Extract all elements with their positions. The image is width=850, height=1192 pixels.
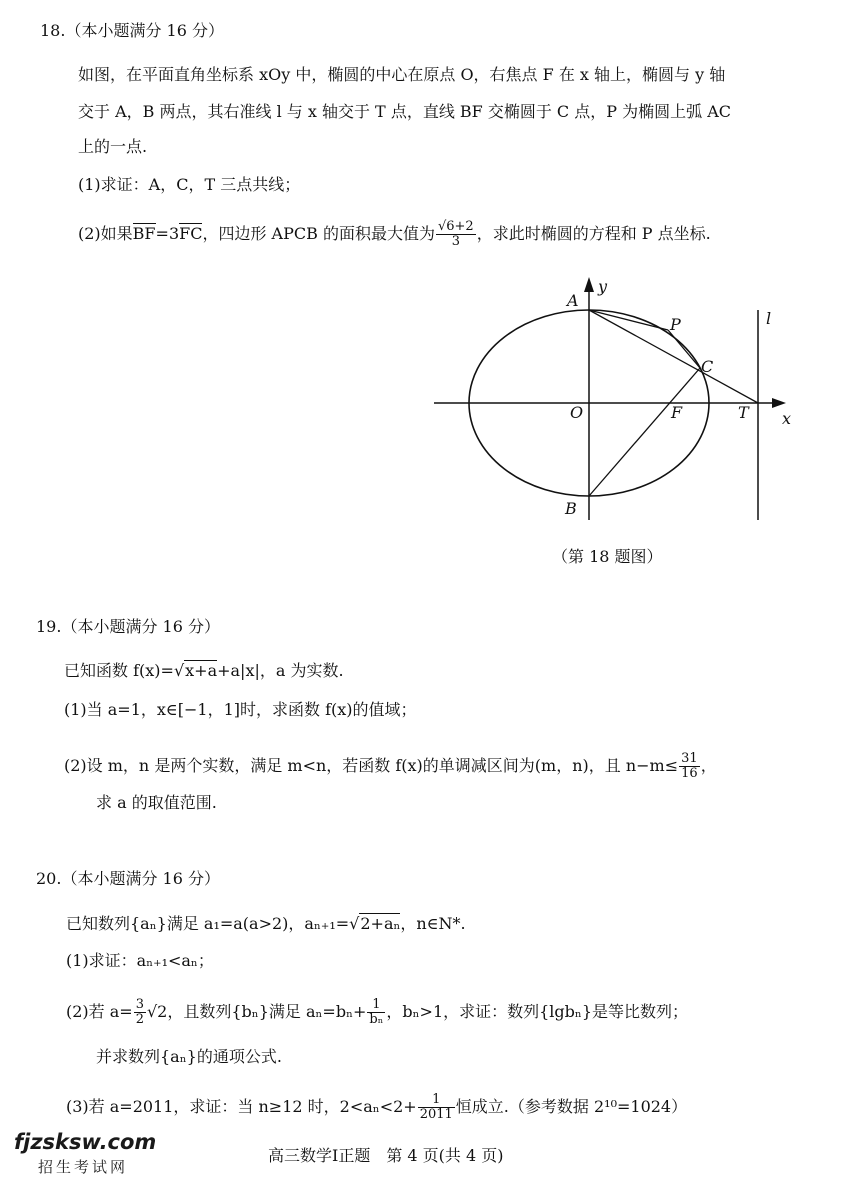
q18-line2: 交于 A，B 两点，其右准线 l 与 x 轴交于 T 点，直线 BF 交椭圆于 C 点，P 为椭圆上弧 AC — [78, 102, 731, 121]
q20-frac3-num: 1 — [418, 1093, 455, 1108]
q18-vec-fc: FC — [179, 224, 203, 243]
q18-part2-c: ，求此时椭圆的方程和 P 点坐标. — [476, 224, 711, 243]
q19-frac-num: 31 — [681, 751, 698, 766]
site-watermark[interactable] — [14, 1130, 156, 1177]
label-p: P — [670, 315, 681, 334]
q20-part3-b: 恒成立.（参考数据 2¹⁰=1024） — [455, 1097, 688, 1116]
q19-part1: (1)当 a=1，x∈[−1，1]时，求函数 f(x)的值域； — [64, 700, 417, 719]
q19-part2 — [64, 752, 717, 781]
q20-part3-a: (3)若 a=2011，求证：当 n≥12 时，2<aₙ<2+ — [66, 1097, 417, 1116]
q20-frac2-den: bₙ — [369, 1012, 384, 1027]
q19-sqrt-content: x+a — [185, 661, 218, 680]
q19-part2-a: (2)设 m，n 是两个实数，满足 m<n，若函数 f(x)的单调减区间为(m，n)，且 n−m≤ — [64, 756, 679, 775]
q19-fraction — [679, 752, 700, 781]
q19-frac-den: 16 — [681, 766, 698, 781]
segment-bc — [589, 368, 700, 496]
q20-part2 — [66, 998, 688, 1027]
q18-header: 18.（本小题满分 16 分） — [40, 21, 224, 40]
q18-part2-b: ，四边形 APCB 的面积最大值为 — [202, 224, 435, 243]
label-l: l — [766, 309, 772, 328]
label-t: T — [738, 403, 749, 422]
q20-frac3-den: 2011 — [419, 1107, 453, 1122]
q20-part3 — [66, 1093, 687, 1122]
label-x: x — [782, 409, 792, 428]
q19-line1-b: +a|x|，a 为实数. — [217, 661, 344, 680]
label-b: B — [565, 499, 577, 518]
page-footer: 高三数学Ⅰ正题 第 4 页(共 4 页) — [268, 1146, 504, 1165]
q20-header: 20.（本小题满分 16 分） — [36, 869, 220, 888]
q19-part2-b: ， — [700, 756, 717, 775]
q20-fraction-2 — [367, 998, 385, 1027]
q19-line1-a: 已知函数 f(x)= — [64, 661, 174, 680]
q20-frac1-den: 2 — [135, 1012, 144, 1027]
segment-ap — [589, 310, 668, 330]
q20-part2-line2: 并求数列{aₙ}的通项公式. — [96, 1047, 282, 1066]
q19-part2-line2: 求 a 的取值范围. — [96, 793, 217, 812]
x-axis-arrow — [772, 398, 786, 408]
watermark-subtitle: 招生考试网 — [38, 1158, 129, 1176]
q18-frac-num: √6+2 — [437, 219, 474, 234]
q20-part1: (1)求证：aₙ₊₁<aₙ； — [66, 951, 214, 970]
q20-line1 — [66, 911, 466, 934]
q19-header: 19.（本小题满分 16 分） — [36, 617, 220, 636]
q18-part1: (1)求证：A，C，T 三点共线； — [78, 175, 301, 194]
label-c: C — [701, 357, 714, 376]
q20-sqrt-content: 2+aₙ — [360, 914, 401, 933]
watermark-logo-text[interactable]: fjzsksw.com — [14, 1130, 157, 1154]
q20-fraction-1 — [134, 998, 146, 1027]
y-axis-arrow — [584, 277, 594, 292]
q18-vec-bf: BF — [132, 224, 156, 243]
sqrt-symbol: √ — [349, 914, 360, 933]
q20-frac2-num: 1 — [367, 998, 385, 1013]
q20-part2-a: (2)若 a= — [66, 1002, 133, 1021]
q20-fraction-3 — [418, 1093, 455, 1122]
sqrt-symbol: √ — [173, 661, 185, 680]
q18-figure-caption: （第 18 题图） — [552, 547, 663, 566]
label-y: y — [598, 277, 608, 296]
q20-frac1-num: 3 — [135, 997, 144, 1012]
q20-part2-c: ，bₙ>1，求证：数列{lgbₙ}是等比数列； — [386, 1002, 689, 1021]
q18-line1: 如图，在平面直角坐标系 xOy 中，椭圆的中心在原点 O，右焦点 F 在 x 轴上，椭圆与 y 轴 — [78, 65, 726, 84]
q18-frac-den: 3 — [451, 234, 460, 249]
q20-part2-b: √2，且数列{bₙ}满足 aₙ=bₙ+ — [146, 1002, 367, 1021]
q20-line1-b: ，n∈N*. — [400, 914, 466, 933]
q19-line1 — [64, 658, 344, 681]
label-f: F — [671, 403, 683, 422]
q18-part2-eq: =3 — [155, 224, 180, 243]
label-o: O — [570, 403, 584, 422]
q20-line1-a: 已知数列{aₙ}满足 a₁=a(a>2)，aₙ₊₁= — [66, 914, 350, 933]
q18-line3: 上的一点. — [78, 137, 148, 156]
q18-part2-a: (2)如果 — [78, 224, 133, 243]
label-a: A — [567, 291, 579, 310]
